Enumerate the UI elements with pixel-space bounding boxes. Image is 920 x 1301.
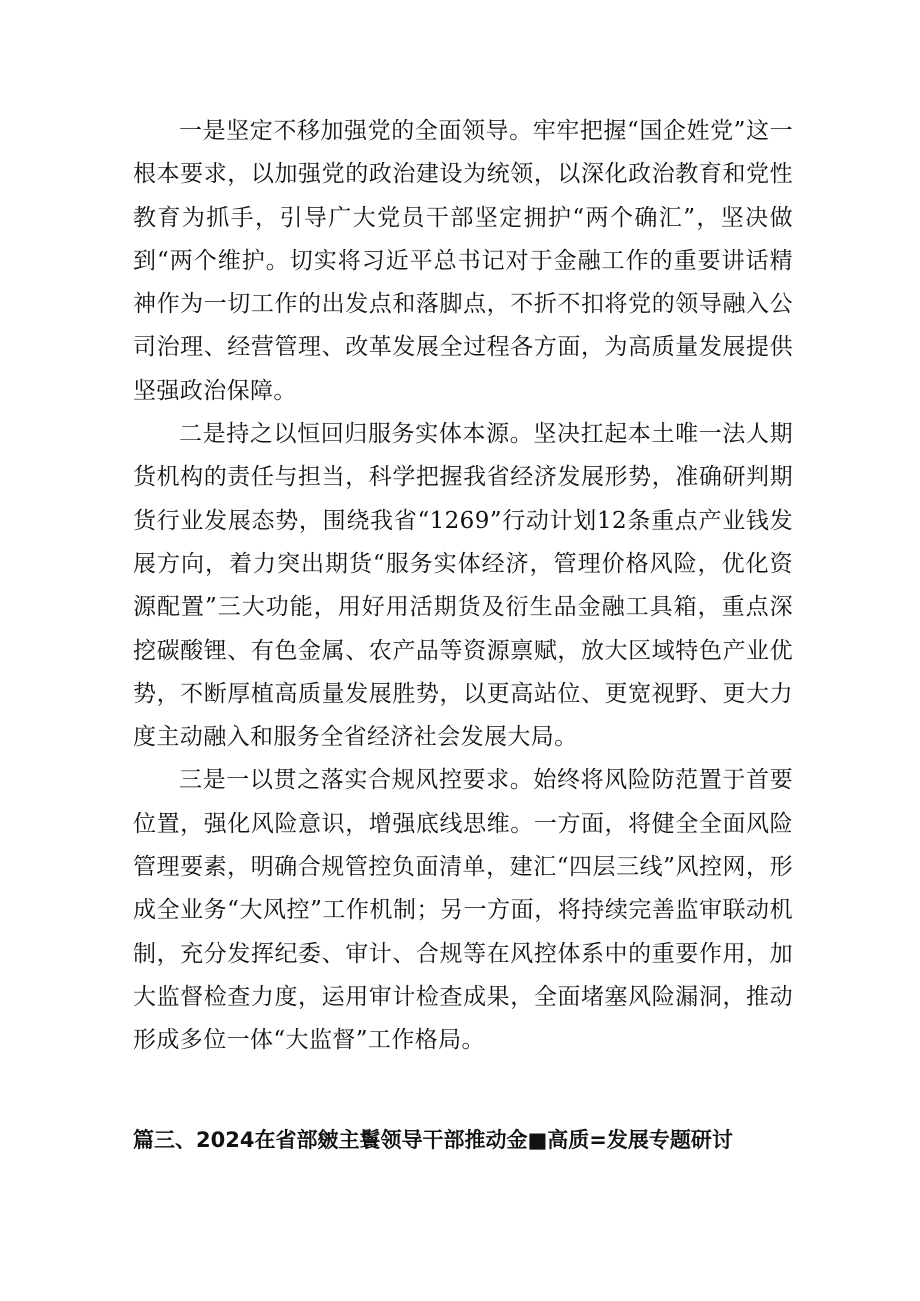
paragraph-serve-real-economy: 二是持之以恒回归服务实体本源。坚决扛起本土唯一法人期货机构的责任与担当，科学把握我省经济发展形势，准确研判期货行业发展态势，围绕我省“1269”行动计划12条重点产业钱发展方向，着力突出期货“服务实体经济，管理价格风险，优化资源配置”三大功能，用好用活期货及衍生品金融工具箱，重点深挖碳酸锂、有色金属、农产品等资源禀赋，放大区域特色产业优势，不断厚植高质量发展胜势，以更高站位、更宽视野、更大力度主动融入和服务全省经济社会发展大局。	[133, 421, 793, 751]
section-heading: 篇三、2024在省部皴主鬟领导干部推动金■高质=发展专题研讨	[133, 1128, 733, 1152]
paragraph-risk-control: 三是一以贯之落实合规风控要求。始终将风险防范置于首要位置，强化风险意识，增强底线思维。一方面，将健全全面风险管理要素，明确合规管控负面清单，建汇“四层三线”风控网，形成全业务“大风控”工作机制；另一方面，将持续完善监审联动机制，充分发挥纪委、审计、合规等在风控体系中的重要作用，加大监督检查力度，运用审计检查成果，全面堵塞风险漏洞，推动形成多位一体“大监督”工作格局。	[133, 767, 793, 1054]
paragraph-party-leadership: 一是坚定不移加强党的全面领导。牢牢把握“国企姓党”这一根本要求，以加强党的政治建设为统领，以深化政治教育和党性教育为抓手，引导广大党员干部坚定拥护“两个确汇”，坚决做到“两个维护。切实将习近平总书记对于金融工作的重要讲话精神作为一切工作的出发点和落脚点，不折不扣将党的领导融入公司治理、经营管理、改革发展全过程各方面，为高质量发展提供坚强政治保障。	[133, 118, 793, 404]
document-body	[133, 110, 793, 1063]
